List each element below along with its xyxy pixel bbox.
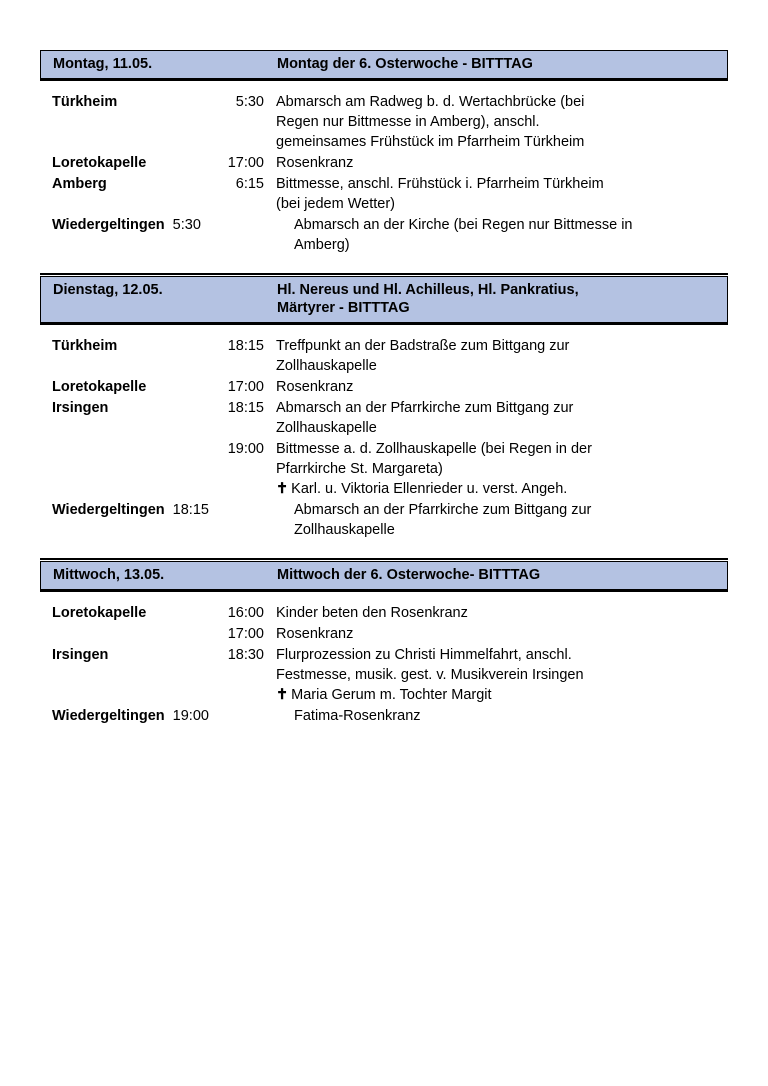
- section-day-label: Mittwoch, 13.05.: [53, 567, 165, 583]
- row-place: Wiedergeltingen: [52, 708, 165, 724]
- row-description-line: Rosenkranz: [276, 155, 354, 171]
- section-occasion-line: Hl. Nereus und Hl. Achilleus, Hl. Pankratius,: [277, 282, 579, 298]
- schedule-row: [40, 174, 728, 215]
- row-intention-line: [276, 479, 710, 499]
- row-description-line: Flurprozession zu Christi Himmelfahrt, anschl.: [276, 647, 572, 663]
- section-divider: [40, 273, 728, 275]
- row-description-line: Zollhauskapelle: [276, 358, 377, 374]
- service-schedule-table: [40, 50, 728, 727]
- row-description: [276, 645, 710, 705]
- schedule-section: [40, 50, 728, 256]
- row-description: [276, 336, 710, 376]
- row-description: [294, 500, 728, 540]
- row-place: Amberg: [52, 176, 107, 192]
- row-time: 17:00: [227, 379, 264, 395]
- row-time: 16:00: [227, 605, 264, 621]
- row-description-line: Bittmesse, anschl. Frühstück i. Pfarrheim Türkheim: [276, 176, 604, 192]
- row-time: 19:00: [227, 441, 264, 457]
- row-place: Wiedergeltingen: [52, 217, 165, 233]
- schedule-row: [40, 645, 728, 706]
- schedule-row: [40, 377, 728, 398]
- row-description-line: Amberg): [294, 237, 350, 253]
- section-occasion-line: Märtyrer - BITTTAG: [277, 300, 410, 316]
- row-description: [276, 439, 710, 499]
- row-description-line: Bittmesse a. d. Zollhauskapelle (bei Regen in der: [276, 441, 592, 457]
- row-description: [276, 174, 710, 214]
- section-header: [40, 50, 728, 81]
- row-description: [276, 153, 710, 173]
- schedule-row: [40, 92, 728, 153]
- row-intention-line: [276, 685, 710, 705]
- row-description-line: (bei jedem Wetter): [276, 196, 395, 212]
- row-time: 5:30: [235, 94, 264, 110]
- row-description-line: Rosenkranz: [276, 379, 354, 395]
- row-description-line: Regen nur Bittmesse in Amberg), anschl.: [276, 114, 540, 130]
- row-description: [276, 624, 710, 644]
- row-time: 17:00: [227, 155, 264, 171]
- schedule-row: [40, 153, 728, 174]
- section-rows: [40, 592, 728, 727]
- section-occasion-label: [277, 281, 727, 317]
- row-description-line: gemeinsames Frühstück im Pfarrheim Türkheim: [276, 134, 585, 150]
- schedule-section: [40, 558, 728, 727]
- schedule-section: [40, 273, 728, 541]
- row-description: [294, 706, 728, 726]
- row-description: [276, 398, 710, 438]
- section-occasion-line: Montag der 6. Osterwoche - BITTTAG: [277, 56, 533, 72]
- row-time: 18:30: [227, 647, 264, 663]
- section-occasion-label: [277, 566, 727, 584]
- schedule-row: [40, 603, 728, 624]
- section-header: [40, 276, 728, 325]
- row-description-line: Zollhauskapelle: [276, 420, 377, 436]
- cross-icon: ✝: [276, 481, 289, 497]
- row-description-line: Fatima-Rosenkranz: [294, 708, 421, 724]
- row-place: Loretokapelle: [52, 379, 147, 395]
- row-description-line: Abmarsch an der Pfarrkirche zum Bittgang zur: [276, 400, 574, 416]
- row-intention-text: Karl. u. Viktoria Ellenrieder u. verst. Angeh.: [291, 481, 568, 497]
- row-description-line: Abmarsch am Radweg b. d. Wertachbrücke (bei: [276, 94, 585, 110]
- row-description: [276, 92, 710, 152]
- row-time: 18:15: [227, 338, 264, 354]
- row-description-line: Pfarrkirche St. Margareta): [276, 461, 443, 477]
- row-description-line: Treffpunkt an der Badstraße zum Bittgang zur: [276, 338, 570, 354]
- row-time: 18:15: [172, 502, 209, 518]
- schedule-row: [40, 215, 728, 256]
- schedule-row: [40, 500, 728, 541]
- row-time: 18:15: [227, 400, 264, 416]
- row-place: Türkheim: [52, 94, 118, 110]
- section-occasion-label: [277, 55, 727, 73]
- row-description-line: Kinder beten den Rosenkranz: [276, 605, 468, 621]
- row-description: [276, 377, 710, 397]
- section-occasion-line: Mittwoch der 6. Osterwoche- BITTTAG: [277, 567, 541, 583]
- schedule-row: [40, 439, 728, 500]
- schedule-row: [40, 624, 728, 645]
- section-rows: [40, 81, 728, 256]
- section-day-label: Montag, 11.05.: [53, 56, 153, 72]
- schedule-row: [40, 336, 728, 377]
- row-place: Loretokapelle: [52, 605, 147, 621]
- section-divider: [40, 558, 728, 560]
- row-description-line: Abmarsch an der Pfarrkirche zum Bittgang zur: [294, 502, 592, 518]
- schedule-row: [40, 706, 728, 727]
- section-day-label: Dienstag, 12.05.: [53, 282, 163, 298]
- row-time: 5:30: [172, 217, 201, 233]
- row-place: Irsingen: [52, 647, 109, 663]
- row-description-line: Festmesse, musik. gest. v. Musikverein Irsingen: [276, 667, 584, 683]
- section-header: [40, 561, 728, 592]
- cross-icon: ✝: [276, 687, 289, 703]
- row-description: [294, 215, 728, 255]
- row-time: 17:00: [227, 626, 264, 642]
- row-description-line: Abmarsch an der Kirche (bei Regen nur Bittmesse in: [294, 217, 633, 233]
- row-intention-text: Maria Gerum m. Tochter Margit: [291, 687, 492, 703]
- row-place: Irsingen: [52, 400, 109, 416]
- section-rows: [40, 325, 728, 541]
- row-place: Loretokapelle: [52, 155, 147, 171]
- schedule-row: [40, 398, 728, 439]
- row-place: Wiedergeltingen: [52, 502, 165, 518]
- row-time: 6:15: [235, 176, 264, 192]
- row-description-line: Rosenkranz: [276, 626, 354, 642]
- row-description-line: Zollhauskapelle: [294, 522, 395, 538]
- row-place: Türkheim: [52, 338, 118, 354]
- row-description: [276, 603, 710, 623]
- row-time: 19:00: [172, 708, 209, 724]
